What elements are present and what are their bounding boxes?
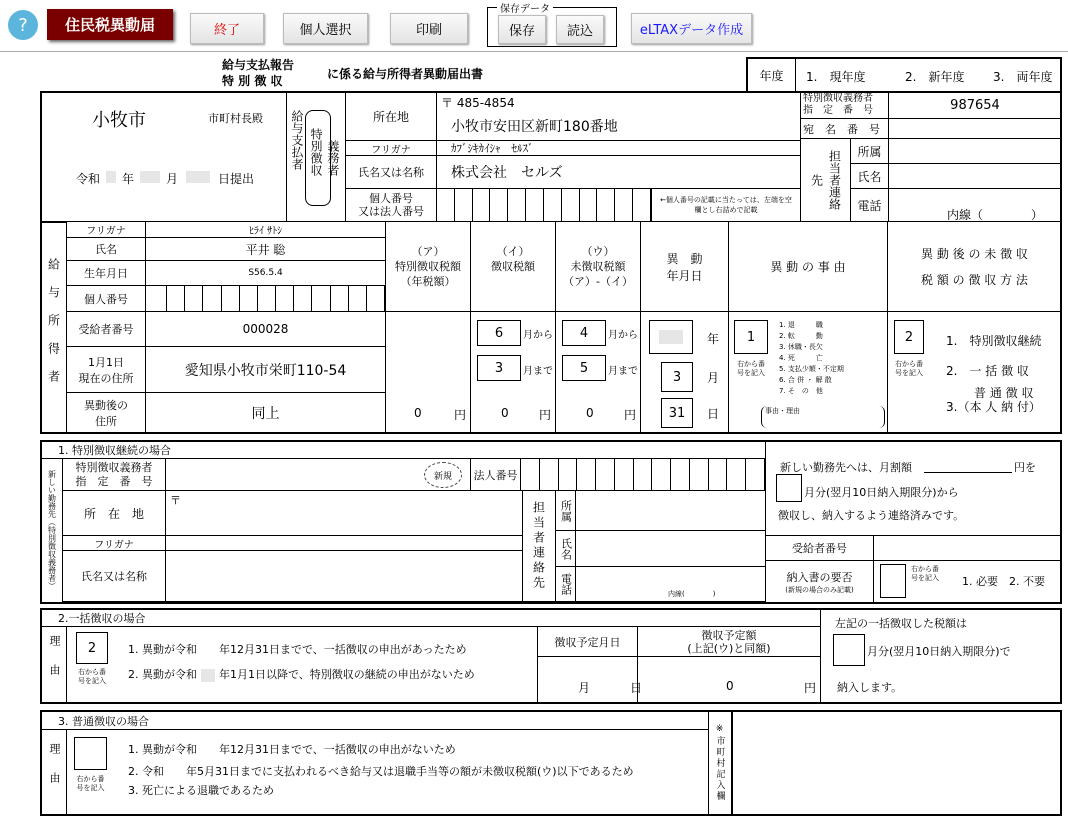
- sec3-item1: 1. 異動が令和 年12月31日までで、一括徴収の申出がないため: [128, 743, 456, 756]
- sec1-note3: 徴収し、納入するよう連絡済みです。: [778, 509, 965, 522]
- contact-name-field[interactable]: [888, 163, 1062, 189]
- title-badge: 住民税異動届: [47, 9, 173, 40]
- city-use-text: ※市町村記入欄: [714, 724, 725, 802]
- sec1-note2: 月分(翌月10日納入期限分)から: [804, 486, 959, 499]
- method-opt3b: 3.（本 人 納 付）: [946, 400, 1041, 414]
- yen: 円: [624, 408, 637, 422]
- slip-label-1: 納入書の要否: [786, 570, 853, 584]
- section1-side-text: 新しい勤務先（特別徴収義務者）: [47, 470, 57, 590]
- sec1-note1b: 円を: [1014, 461, 1036, 474]
- sec1-kana-field[interactable]: [165, 535, 523, 551]
- b-head: （イ）: [496, 245, 530, 258]
- phone-label: 電話: [850, 188, 889, 222]
- special-label: 特別徴収: [309, 128, 323, 176]
- payer-label: 給与支払者: [290, 110, 304, 170]
- change-date-header: [640, 221, 729, 312]
- payer-kana-label: フリガナ: [345, 140, 437, 156]
- birth-date[interactable]: S56.5.4: [145, 260, 386, 286]
- after-label-2: 住所: [95, 415, 117, 428]
- designation-label-1: 特別徴収義務者: [803, 93, 873, 104]
- slip-options: 1. 必要 2. 不要: [962, 575, 1045, 588]
- after-label-1: 異動後の: [84, 399, 128, 412]
- sec2-right3: 納入します。: [837, 681, 903, 694]
- sec3-hint: 右から番号を記入: [76, 775, 105, 792]
- sec1-designation-2: 指 定 番 号: [75, 474, 153, 488]
- c-head: （ウ）: [581, 245, 615, 258]
- sec2-day: 日: [630, 681, 643, 695]
- form-title-top: 給与支払報告: [222, 58, 295, 72]
- employee-kana-label: フリガナ: [66, 221, 146, 238]
- payer-number-note: ←個人番号の記載に当たっては、左端を空欄とし右詰めで記載: [651, 188, 801, 222]
- sec1-name-field[interactable]: [165, 550, 523, 602]
- city-use-field[interactable]: [733, 712, 1061, 814]
- municipality-name: 小牧市: [92, 110, 146, 131]
- tax-c-header: [555, 221, 641, 312]
- method-hint: 右から番号を記入: [895, 360, 923, 377]
- sec1-slip-cell: [873, 560, 1062, 604]
- day-unit: 日: [707, 407, 720, 421]
- sec1-cname-field[interactable]: [575, 530, 766, 567]
- method-label-1: 異 動 後 の 未 徴 収: [921, 246, 1028, 261]
- section1-side-label: [42, 458, 63, 602]
- contact-label: [800, 138, 851, 222]
- sec1-dept-field[interactable]: [575, 490, 766, 531]
- tax-a-header: [385, 221, 471, 312]
- sec1-recipient-field[interactable]: [873, 535, 1062, 561]
- payer-address-label: 所在地: [345, 91, 437, 141]
- method-label-2: 税 額 の 徴 収 方 法: [921, 272, 1028, 287]
- addressee-label: 市町村長殿: [208, 112, 263, 125]
- sec1-recipient-label: 受給者番号: [765, 535, 874, 561]
- employee-side-label: [40, 221, 67, 434]
- yen: 円: [454, 408, 467, 422]
- b-label: 徴収税額: [491, 260, 535, 273]
- slip-label-2: (新規の場合のみ記載): [785, 585, 854, 594]
- extension-label: 内線（ ）: [947, 208, 1044, 222]
- sec1-designation-1: 特別徴収義務者: [75, 460, 153, 474]
- reason-item: 6. 合 併 ・ 解 散: [779, 376, 832, 384]
- to-label: 月まで: [608, 366, 638, 377]
- section2-title: 2.一括徴収の場合: [42, 610, 821, 627]
- sec1-designation-label: [62, 458, 166, 491]
- sec1-contact-label: [522, 490, 556, 602]
- recipient-number[interactable]: 000028: [145, 311, 386, 347]
- sec2-amount-label-2: (上記(ウ)と同額): [687, 641, 771, 655]
- sec1-corp-no-cells[interactable]: [520, 458, 766, 491]
- sec3-reason-field[interactable]: [74, 737, 107, 770]
- sec2-right1: 左記の一括徴収した税額は: [835, 617, 967, 630]
- sec1-postal: 〒: [170, 494, 181, 507]
- after-address[interactable]: 同上: [145, 392, 386, 434]
- sec2-date-field[interactable]: [537, 656, 643, 704]
- reason-cell: [728, 311, 888, 434]
- toolbar-divider: [0, 51, 1068, 52]
- sec2-amount-field[interactable]: [637, 656, 821, 704]
- from-label: 月から: [608, 330, 638, 341]
- sec1-slip-label: [765, 560, 874, 604]
- c-from-month[interactable]: 4: [562, 320, 606, 346]
- reason-item: 4. 死 亡: [779, 354, 823, 362]
- method-cell: [887, 311, 1062, 434]
- recipient-label: 受給者番号: [66, 311, 146, 347]
- sec1-designation-field[interactable]: [165, 458, 471, 491]
- cd-label-2: 年月日: [666, 268, 703, 283]
- tax-c-cell: [555, 311, 641, 434]
- addr-no-field[interactable]: [888, 118, 1062, 139]
- load-button[interactable]: 読込: [556, 15, 604, 44]
- sec1-cname-label: [555, 530, 576, 567]
- employee-name-label: 氏名: [66, 237, 146, 261]
- month-label: 月: [166, 172, 179, 186]
- save-button[interactable]: 保存: [498, 15, 546, 44]
- sec1-note1: 新しい勤務先へは、月割額: [780, 461, 912, 474]
- fiscal-year-label: 年度: [748, 59, 796, 91]
- sec3-item2: 2. 令和 年5月31日までに支払われるべき給与又は退職手当等の額が未徴収税額(ウ)以下であるため: [128, 765, 634, 778]
- a-head: （ア）: [411, 245, 445, 258]
- payer-address: 小牧市安田区新町180番地: [451, 119, 618, 135]
- reason-item: 5. 支払少額・不定期: [779, 365, 844, 373]
- number-label-2: 又は法人番号: [358, 205, 424, 218]
- sec1-dept-text: 所属: [559, 499, 573, 522]
- year-label: 年: [122, 172, 135, 186]
- c-to-month[interactable]: 5: [562, 355, 606, 381]
- c-label-2: （ア）-（イ）: [563, 275, 633, 288]
- reason-item: 2. 転 勤: [779, 332, 823, 340]
- dept-label: 所属: [850, 138, 889, 164]
- sec2-amount-label-1: 徴収予定額: [701, 628, 757, 642]
- sec1-cname-text: 氏名: [559, 537, 573, 560]
- sec1-corp-no-label: 法人番号: [470, 458, 521, 491]
- reason-header: 異 動 の 事 由: [728, 221, 888, 312]
- sec1-address-label: 所 在 地: [62, 490, 166, 536]
- a-label-1: 特別徴収税額: [395, 260, 461, 273]
- method-opt1: 1. 特別徴収継続: [946, 334, 1042, 348]
- employee-side-text: 給与所得者: [46, 257, 61, 398]
- tax-b-header: [470, 221, 556, 312]
- sec2-yen: 円: [804, 681, 817, 695]
- city-use-label: [708, 712, 733, 814]
- year-option-both[interactable]: 3. 両年度: [993, 70, 1053, 84]
- reason-hint: 右から番号を記入: [737, 360, 765, 377]
- sec2-item1: 1. 異動が令和 年12月31日までで、一括徴収の申出があったため: [128, 643, 467, 656]
- c-label-1: 未徴収税額: [570, 260, 626, 273]
- birth-label: 生年月日: [66, 260, 146, 286]
- method-header: [887, 221, 1062, 312]
- save-data-label: 保存データ: [497, 0, 553, 15]
- change-day-field[interactable]: 31: [661, 398, 693, 428]
- jan1-label: [66, 346, 146, 393]
- b-to-month[interactable]: 3: [477, 355, 521, 381]
- year-option-current[interactable]: 1. 現年度: [806, 70, 866, 84]
- era-label: 令和: [76, 172, 101, 186]
- phone-field[interactable]: [888, 188, 1062, 222]
- c-value: 0: [586, 406, 594, 420]
- sec2-right-panel: [820, 610, 1061, 702]
- payer-address-field[interactable]: [436, 91, 801, 141]
- cd-label-1: 異 動: [666, 251, 703, 266]
- from-label: 月から: [523, 330, 553, 341]
- sec2-right2: 月分(翌月10日納入期限分)で: [867, 645, 1011, 658]
- sec1-phone-label: [555, 566, 576, 602]
- sec1-contact-text: 担当者連絡先: [531, 501, 546, 591]
- b-value: 0: [501, 406, 509, 420]
- contact-label-text: 担当者連絡先: [809, 150, 842, 210]
- monthly-amount-field[interactable]: [924, 472, 1012, 473]
- sec2-amount: 0: [726, 679, 734, 693]
- designation-label-2: 指 定 番 号: [803, 105, 873, 116]
- sec2-item2a: 2. 異動が令和: [128, 668, 197, 681]
- method-opt2: 2. 一 括 徴 収: [946, 364, 1029, 378]
- section1-title: 1. 特別徴収継続の場合: [42, 442, 766, 459]
- payer-postal: 〒 485-4854: [441, 96, 515, 110]
- change-year-field[interactable]: [649, 320, 693, 354]
- employee-number-label: 個人番号: [66, 285, 146, 312]
- b-from-month[interactable]: 6: [477, 320, 521, 346]
- reason-list: [779, 320, 844, 397]
- sec1-kana-label: フリガナ: [62, 535, 166, 551]
- reason-detail-field[interactable]: [761, 406, 885, 428]
- sec3-reason-label: [42, 729, 67, 814]
- form-title-main: に係る給与所得者異動届出書: [327, 67, 484, 81]
- employee-kana[interactable]: ﾋﾗｲ ｻﾄｼ: [145, 221, 386, 238]
- sec2-month: 月: [578, 681, 591, 695]
- jan1-label-1: 1月1日: [88, 355, 124, 369]
- reason-field[interactable]: 1: [734, 320, 768, 354]
- change-date-cell: [640, 311, 729, 434]
- slip-hint: 右から番号を記入: [911, 565, 939, 582]
- reason-item: 3. 休職・長欠: [779, 343, 823, 351]
- tax-a-cell[interactable]: [385, 311, 471, 434]
- sec2-reason-label: [42, 626, 67, 702]
- form-title-bottom: 特 別 徴 収: [222, 74, 283, 88]
- payer-number-label: [345, 188, 437, 222]
- new-badge: 新規: [424, 462, 462, 488]
- eltax-button[interactable]: eLTAXデータ作成: [631, 13, 752, 44]
- number-label-1: 個人番号: [369, 192, 413, 205]
- jan1-label-2: 現在の住所: [78, 371, 134, 385]
- print-button[interactable]: 印刷: [390, 13, 468, 44]
- sec2-item2: [128, 666, 475, 682]
- divider: [286, 91, 287, 222]
- sec1-ext: 内線( ): [668, 590, 716, 598]
- sec1-right-panel: [765, 442, 1061, 536]
- after-address-label: [66, 392, 146, 434]
- sec2-month-field[interactable]: [833, 634, 865, 666]
- reason-detail-label: 事由・理由: [765, 407, 800, 415]
- sec2-amount-label: [637, 626, 821, 657]
- employee-name[interactable]: 平井 聡: [145, 237, 386, 261]
- designation-value[interactable]: 987654: [888, 91, 1062, 119]
- name-label: 氏名: [850, 163, 889, 189]
- payer-name-label: 氏名又は名称: [345, 155, 437, 189]
- sec3-reason-text: 理由: [48, 742, 61, 801]
- sec1-phone-text: 電話: [559, 573, 573, 595]
- payer-number-cells[interactable]: [436, 188, 652, 222]
- reason-item: 1. 退 職: [779, 321, 823, 329]
- change-month-field[interactable]: 3: [661, 362, 693, 392]
- a-label-2: （年税額）: [400, 275, 456, 288]
- method-opt3a: 普 通 徴 収: [974, 386, 1034, 400]
- sec3-item3: 3. 死亡による退職であるため: [128, 784, 274, 797]
- day-label: 日提出: [218, 172, 255, 186]
- addr-no-label: 宛 名 番 号: [800, 118, 889, 139]
- sec1-address-field[interactable]: [165, 490, 523, 536]
- reason-item: 7. そ の 他: [779, 387, 823, 395]
- dept-field[interactable]: [888, 138, 1062, 164]
- sec2-hint: 右から番号を記入: [78, 668, 106, 685]
- method-field[interactable]: 2: [894, 320, 924, 354]
- sec2-reason-text: 理由: [48, 635, 61, 693]
- a-value: 0: [414, 406, 422, 420]
- payer-name-field[interactable]: 株式会社 セルズ: [436, 155, 801, 189]
- help-button[interactable]: [8, 10, 38, 40]
- sec2-item2b: 年1月1日以降で、特別徴収の継続の申出がないため: [219, 668, 475, 681]
- sec2-reason-field[interactable]: 2: [76, 632, 108, 664]
- year-option-new[interactable]: 2. 新年度: [905, 70, 965, 84]
- employee-number-cells[interactable]: [145, 285, 386, 312]
- sec1-phone-field[interactable]: [575, 566, 766, 602]
- help-icon: ?: [18, 14, 28, 36]
- jan1-address[interactable]: 愛知県小牧市栄町110-54: [145, 346, 386, 393]
- section3-title: 3. 普通徴収の場合: [42, 712, 709, 730]
- slip-field[interactable]: [880, 564, 906, 598]
- designation-label: [800, 91, 889, 119]
- tax-b-cell: [470, 311, 556, 434]
- yen: 円: [539, 408, 552, 422]
- sec1-name-label: 氏名又は名称: [62, 550, 166, 602]
- payer-kana-field[interactable]: ｶﾌﾞｼｷｶｲｼｬ ｾﾙｽﾞ: [436, 140, 801, 156]
- sec2-date-label: 徴収予定月日: [537, 626, 638, 657]
- month-unit: 月: [707, 371, 720, 385]
- exit-button[interactable]: 終了: [190, 13, 264, 44]
- start-month-field[interactable]: [776, 474, 802, 502]
- submission-date: [76, 170, 276, 187]
- to-label: 月まで: [523, 366, 553, 377]
- obligor-label: 義務者: [326, 140, 340, 176]
- year-unit: 年: [707, 332, 720, 346]
- select-person-button[interactable]: 個人選択: [283, 13, 368, 44]
- sec1-dept-label: [555, 490, 576, 531]
